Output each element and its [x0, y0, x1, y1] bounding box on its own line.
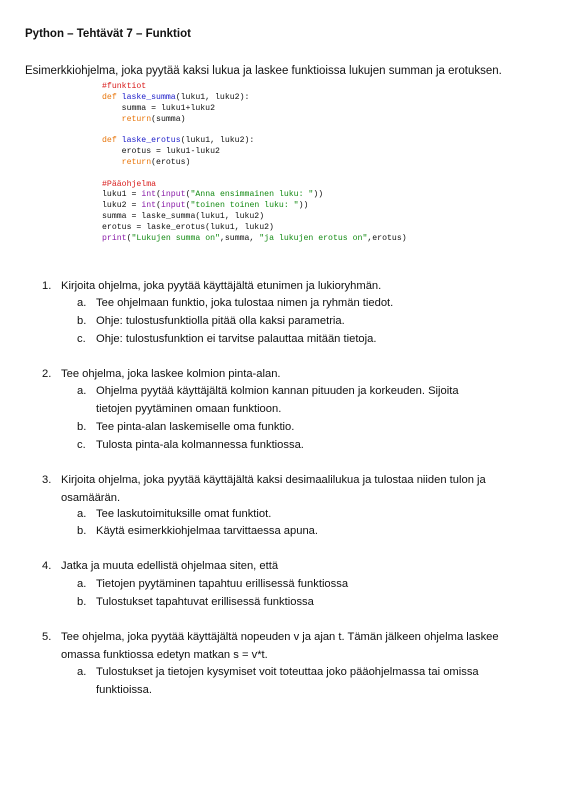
code-keyword: def	[102, 92, 122, 102]
subtask-text	[96, 312, 536, 330]
subtask-text	[96, 505, 536, 523]
code-text: erotus = luku1-luku2	[102, 147, 220, 157]
subtask-text	[96, 575, 536, 593]
code-line	[102, 136, 407, 147]
code-string: "Anna ensimmainen luku: "	[190, 190, 314, 200]
task-text	[61, 277, 541, 295]
task-text-line: osamäärän.	[61, 492, 121, 504]
subtask-letter: b.	[77, 421, 87, 433]
subtask-letter: b.	[77, 596, 87, 608]
subtask-text-line: Tulostukset ja tietojen kysymiset voit toteuttaa joko pääohjelmassa tai omissa	[96, 666, 479, 678]
subtask-letter: a.	[77, 385, 87, 397]
subtask-text-line: Tee ohjelmaan funktio, joka tulostaa nimen ja ryhmän tiedot.	[96, 297, 394, 309]
subtask-text-line: Ohjelma pyytää käyttäjältä kolmion kannan pituuden ja korkeuden. Sijoita	[96, 385, 459, 397]
task-text-line: Tee ohjelma, joka laskee kolmion pinta-alan.	[61, 368, 281, 380]
subtask-text-line: Tee laskutoimituksille omat funktiot.	[96, 508, 272, 520]
subtask-text-line: Ohje: tulostusfunktiolla pitää olla kaksi parametria.	[96, 315, 345, 327]
subtask-text-line: Tulosta pinta-ala kolmannessa funktiossa.	[96, 439, 304, 451]
code-line	[102, 82, 407, 93]
subtask-text-line: Tulostukset tapahtuvat erillisessä funktiossa	[96, 596, 314, 608]
code-text: luku1 =	[102, 190, 142, 200]
code-text: (	[126, 233, 132, 243]
task-text-line: Kirjoita ohjelma, joka pyytää käyttäjältä etunimen ja lukioryhmän.	[61, 280, 382, 292]
subtask-letter: c.	[77, 333, 86, 345]
code-keyword: return	[121, 114, 152, 124]
code-line	[102, 104, 407, 115]
subtask-letter: c.	[77, 439, 86, 451]
code-text: erotus = laske_erotus(luku1, luku2)	[102, 222, 274, 232]
code-blank-line	[102, 125, 407, 136]
subtask-text-line: Tee pinta-alan laskemiselle oma funktio.	[96, 421, 295, 433]
subtask-text	[96, 382, 536, 418]
task-text	[61, 471, 541, 507]
code-string: "Lukujen summa on"	[131, 233, 220, 243]
task-number: 2.	[42, 368, 52, 380]
code-text: (luku1, luku2):	[180, 136, 255, 146]
code-keyword: return	[121, 157, 152, 167]
subtask-text-line: Käytä esimerkkiohjelmaa tarvittaessa apuna.	[96, 525, 318, 537]
task-text-line: Kirjoita ohjelma, joka pyytää käyttäjältä kaksi desimaalilukua ja tulostaa niiden tulon ja	[61, 474, 486, 486]
code-text: summa = luku1+luku2	[102, 103, 216, 113]
code-comment: #Pääohjelma	[102, 179, 157, 189]
code-text: (summa)	[151, 114, 186, 124]
code-text: (	[185, 190, 191, 200]
code-builtin: input	[160, 190, 186, 200]
code-function-name: laske_summa	[121, 92, 176, 102]
intro-paragraph: Esimerkkiohjelma, joka pyytää kaksi lukua ja laskee funktioissa lukujen summan ja erotuksen.	[25, 65, 502, 77]
subtask-text	[96, 593, 536, 611]
subtask-text	[96, 330, 536, 348]
task-text-line: Tee ohjelma, joka pyytää käyttäjältä nopeuden v ja ajan t. Tämän jälkeen ohjelma laskee	[61, 631, 499, 643]
document-title: Python – Tehtävät 7 – Funktiot	[25, 28, 191, 40]
code-line	[102, 234, 407, 245]
code-line	[102, 212, 407, 223]
code-text	[102, 115, 122, 124]
subtask-text	[96, 418, 536, 436]
subtask-letter: a.	[77, 578, 87, 590]
code-text: summa = laske_summa(luku1, luku2)	[102, 212, 265, 222]
subtask-letter: a.	[77, 297, 87, 309]
task-number: 1.	[42, 280, 52, 292]
code-line	[102, 180, 407, 191]
subtask-text-line: tietojen pyytäminen omaan funktioon.	[96, 403, 282, 415]
task-number: 4.	[42, 560, 52, 572]
code-builtin: print	[102, 233, 127, 243]
code-line	[102, 115, 407, 126]
code-text: (erotus)	[151, 157, 191, 167]
subtask-text	[96, 294, 536, 312]
subtask-text	[96, 436, 536, 454]
subtask-letter: a.	[77, 508, 87, 520]
task-number: 5.	[42, 631, 52, 643]
code-line	[102, 158, 407, 169]
code-blank-line	[102, 169, 407, 180]
subtask-letter: a.	[77, 666, 87, 678]
subtask-letter: b.	[77, 525, 87, 537]
code-builtin: int	[141, 190, 157, 200]
code-example	[102, 82, 407, 245]
subtask-letter: b.	[77, 315, 87, 327]
task-text	[61, 557, 541, 575]
code-builtin: int	[141, 201, 157, 211]
code-function-name: laske_erotus	[121, 136, 181, 146]
code-text: ,erotus)	[367, 233, 407, 243]
code-text	[102, 158, 122, 167]
subtask-text	[96, 522, 536, 540]
subtask-text-line: funktioissa.	[96, 684, 152, 696]
code-string: "toinen toinen luku: "	[190, 201, 299, 211]
code-line	[102, 93, 407, 104]
task-text-line: Jatka ja muuta edellistä ohjelmaa siten, että	[61, 560, 279, 572]
code-line	[102, 147, 407, 158]
code-text: ))	[313, 190, 324, 200]
task-text	[61, 365, 541, 383]
code-text: (	[185, 201, 191, 211]
subtask-text-line: Ohje: tulostusfunktion ei tarvitse palauttaa mitään tietoja.	[96, 333, 377, 345]
task-text	[61, 628, 541, 664]
code-builtin: input	[160, 201, 186, 211]
code-text: ,summa,	[219, 233, 260, 243]
code-keyword: def	[102, 136, 122, 146]
task-number: 3.	[42, 474, 52, 486]
task-text-line: omassa funktiossa edetyn matkan s = v*t.	[61, 649, 268, 661]
code-line	[102, 190, 407, 201]
code-text: ))	[298, 201, 309, 211]
code-string: "ja lukujen erotus on"	[259, 233, 368, 243]
code-text: (luku1, luku2):	[175, 92, 250, 102]
code-line	[102, 201, 407, 212]
subtask-text	[96, 663, 536, 699]
code-text: (	[156, 201, 161, 211]
code-comment: #funktiot	[102, 82, 147, 91]
code-text: luku2 =	[102, 201, 142, 211]
subtask-text-line: Tietojen pyytäminen tapahtuu erillisessä funktiossa	[96, 578, 349, 590]
code-line	[102, 223, 407, 234]
code-text: (	[156, 190, 161, 200]
